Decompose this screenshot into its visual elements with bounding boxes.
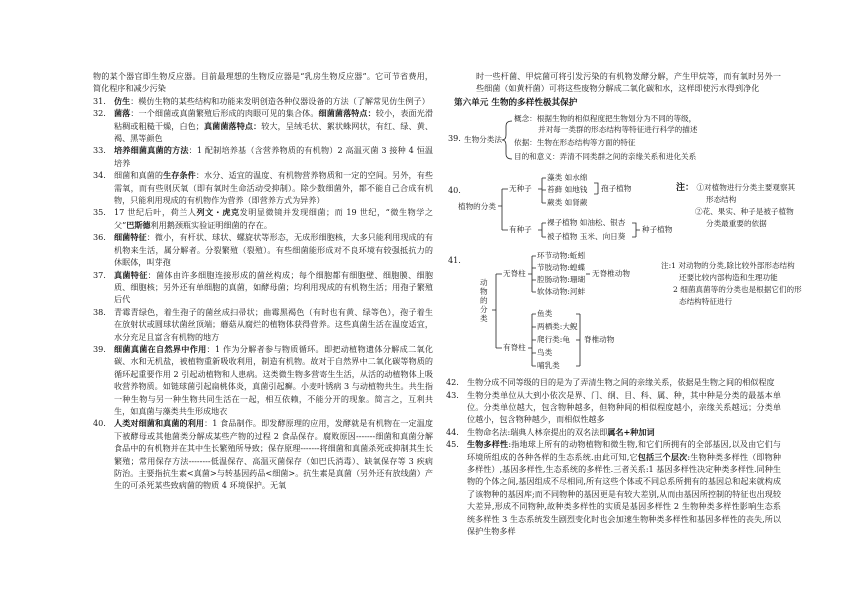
diagram-node: 环节动物:蚯蚓 — [537, 251, 586, 261]
diagram-node: 藻类 如水绵 — [547, 173, 588, 183]
item-number: 43. — [446, 389, 459, 400]
diagram-node: 腔肠动物:珊瑚 — [537, 275, 586, 285]
diagram-node: 两栖类:大鲵 — [537, 322, 578, 332]
item-number: 36. — [93, 232, 106, 243]
item-42 — [446, 376, 781, 388]
item-number: 39. — [448, 133, 461, 144]
item-term: 真菌菌落特点： — [203, 120, 262, 131]
diagram-node: 无脊柱 — [503, 269, 526, 279]
item-text: 较大，呈绒毛状、絮状蛛网状，有红、绿、黄、褐、黑等颜色 — [114, 120, 433, 144]
item-34 — [93, 169, 433, 206]
diagram-node: 鸟类 — [537, 348, 553, 358]
diagram-node: 并对每一类群的形态结构等特征进行科学的描述 — [538, 125, 698, 135]
item-40 — [93, 417, 433, 491]
item-term: 人类对细菌和真菌的利用 — [114, 418, 205, 429]
diagram-node: 哺乳类 — [537, 361, 560, 371]
item-text: ：微小，有杆状、球状、螺旋状等形态，无成形细胞核，大多只能利用现成的有机物来生活，属分解者。分裂繁殖（裂殖）。有些细菌能形成对不良环境有较强抵抗力的休眠体，叫芽孢 — [114, 232, 433, 268]
item-term: 列文・虎克 — [196, 207, 240, 218]
item-term: 仿生 — [114, 95, 131, 106]
item-number: 37. — [93, 269, 106, 280]
diagram-root: 生物分类法 — [464, 135, 502, 145]
item-number: 32. — [93, 108, 106, 119]
note-text: 花、果实、种子是被子植物 — [702, 207, 794, 217]
note-mark: ① — [696, 183, 705, 193]
diagram-node: 无脊椎动物 — [592, 269, 630, 279]
item-term: 细菌特征 — [114, 232, 147, 243]
item-37 — [93, 269, 433, 306]
diagram-node: 脊椎动物 — [584, 335, 615, 345]
diagram-node: 苔藓 如地钱 — [547, 185, 588, 195]
note-mark: ② — [695, 207, 703, 217]
diagram-node: 目的和意义：弄清不同类群之间的亲缘关系和进化关系 — [514, 152, 697, 162]
item-text: ：菌体由许多细胞连接形成的菌丝构成；每个细胞都有细胞壁、细胞膜、细胞质、细胞核；另外还有单细胞的真菌，如酵母菌；均利用现成的有机物生活；用孢子繁殖后代 — [114, 269, 433, 305]
item-number: 44. — [446, 426, 459, 437]
classification-method-diagram — [446, 112, 781, 168]
diagram-root: 植物的分类 — [458, 202, 496, 212]
item-33 — [93, 144, 433, 169]
diagram-node: 依据：生物在形态结构等方面的特征 — [514, 138, 636, 148]
diagram-node: 蕨类 如肾蕨 — [547, 198, 588, 208]
item-number: 41. — [448, 255, 461, 266]
item-term: 生存条件 — [163, 170, 196, 181]
item-number: 38. — [93, 306, 106, 317]
item-text: ：模仿生物的某些结构和功能来发明创造各种仪器设备的方法（了解常见仿生例子） — [130, 95, 430, 106]
item-43 — [446, 389, 781, 426]
note-text: 分类最重要的依据 — [706, 219, 767, 229]
animal-classification-diagram — [446, 251, 802, 371]
note-text: 还要比较内部构造和生理功能 — [679, 273, 778, 283]
item-text: 生物分类单位从大到小依次是界、门、纲、目、科、属、种，其中种是分类的最基本单位。分类单位越大，包含物种越多，但物种间的相似程度越小，亲缘关系越远；分类单位越小，包含物种越少，而相似性越多 — [467, 389, 781, 425]
note-text: 态结构特征进行 — [679, 297, 733, 307]
diagram-node: 种子植物 — [642, 225, 673, 235]
item-text: ：一个细菌或真菌繁殖后形成的肉眼可见的集合体。 — [130, 108, 319, 119]
item-31 — [93, 95, 433, 107]
diagram-node: 裸子植物 如油松、银杏 — [547, 218, 626, 228]
note-text: 1 对动物的分类,除比较外部形态结构 — [671, 261, 795, 271]
item-number: 39. — [93, 343, 106, 354]
item-text: ：1 作为分解者参与物质循环。即把动植物遗体分解成二氧化碳、水和无机盐，被植物重新吸收利用，制造有机物。故对于自然界中二氧化碳等物质的循环起重要作用 2 引起动植物和人患病。这类微生物多营寄生生活，从活的动植物体上吸收营养物质。如链球菌引起扁桃体炎，真菌引起癣。小麦叶锈病 3 与动植物共生。共生指一种生物与另一种生物共同生活在一起，相互依赖，不能分开的现象。简言之，互利共生，如真菌与藻类共生形成地衣 — [114, 343, 433, 416]
item-term: 细菌菌落特点： — [318, 108, 376, 119]
item-number: 34. — [93, 170, 106, 181]
item-text: 生物分成不同等级的目的是为了弄清生物之间的亲缘关系，依据是生物之间的相似程度 — [467, 377, 775, 388]
item-number: 40. — [448, 185, 461, 196]
diagram-node: 有脊柱 — [503, 343, 526, 353]
item-number: 33. — [93, 145, 106, 156]
item-text: ：水分、适宜的温度、有机物营养物质和一定的空间。另外，有些需氧，而有些则厌氧（即有氧时生命活动受抑制）。除少数细菌外，都不能自己合成有机物，只能利用现成的有机物作为营养（即营养方式为异养） — [114, 170, 433, 206]
item-text: 较小，表面光滑粘稠或粗糙干燥，白色； — [114, 108, 433, 131]
note-text: 对植物进行分类主要观察其 — [704, 183, 796, 193]
item-text: ：1 食品制作。即发酵原理的应用，发酵就是有机物在一定温度下被酵母或其他菌类分解成某些产物的过程 2 食品保存。腐败原因-------细菌和真菌分解食品中的有机物并在其中生长繁殖所导致；保存原理-------将细菌和真菌杀死或抑制其生长繁殖；常用保存方法--------低温保存、高温灭菌保存（如巴氏消毒）、缺氧保存等 3 疾病防治。主要指抗生素<真菌>与转基因药品<细菌>。抗生素是真菌（另外还有放线菌）产生的可杀死某些致病菌的物质 4 环境保护。无氧 — [114, 418, 433, 491]
diagram-node: 概念：根据生物的相似程度把生物划分为不同的等级， — [514, 114, 697, 124]
diagram-root: 动物的分类 — [480, 278, 488, 324]
item-text: :指地球上所有的动物植物和微生物,和它们所拥有的全部基因,以及由它们与环境所组成的各种各样的生态系统.由此可知,它 — [467, 439, 781, 462]
note-text: 形态结构 — [706, 195, 737, 205]
item-45 — [446, 438, 781, 537]
item-term: 包括三个层次 — [637, 451, 688, 462]
item-39 — [93, 343, 433, 417]
item-text: 发明显微镜并发现细菌；而 19 世纪，“微生物学之父” — [114, 207, 433, 230]
diagram-node: 孢子植物 — [601, 184, 632, 194]
item-35 — [93, 206, 433, 231]
diagram-node: 软体动物:河蚌 — [537, 287, 586, 297]
item-text: 17 世纪后叶，荷兰人 — [114, 207, 197, 218]
item-38 — [93, 306, 433, 343]
unit-title: 第六单元 生物的多样性极其保护 — [454, 97, 578, 108]
item-number: 42. — [446, 377, 459, 388]
diagram-note — [676, 182, 795, 230]
item-text: 利用鹅颈瓶实验证明细菌的存在。 — [150, 219, 272, 230]
item-number: 35. — [93, 207, 106, 218]
item-term: 真菌特征 — [114, 269, 148, 280]
item-term: 生物多样性 — [467, 439, 509, 450]
item-text: :生物种类多样性（即物种多样性）,基因多样性,生态系统的多样性.三者关系:1 基因多样性决定种类多样性.同种生物的个体之间,基因组成不尽相同,所有这些个体或不同总系所拥有的基因总和起来就构成了该物种的基因库;而不同物种的基因更是有较大差别,从而由基因所控制的特征也出现较大差异,形成不同物种,故种类多样性的实质是基因多样性 2 生物种类多样性影响生态系统多样性 3 生态系统发生剧烈变化时也会加速生物种类多样性和基因多样性的丧失,所以保护生物多样 — [467, 451, 781, 537]
item-term: 细菌真菌在自然界中作用 — [114, 343, 207, 354]
diagram-node: 鱼类 — [537, 309, 553, 319]
diagram-note — [661, 260, 802, 308]
diagram-node: 节肢动物:蝗蝶 — [537, 263, 586, 273]
intro-paragraph: 物的某个器官即生物反应器。目前最理想的生物反应器是“乳房生物反应器”。它可节省费用，简化程序和减少污染 — [93, 71, 433, 94]
item-number: 31. — [93, 95, 106, 106]
item-36 — [93, 231, 433, 268]
right-column — [446, 70, 802, 538]
diagram-node: 被子植物 玉米、向日葵 — [547, 232, 626, 242]
item-text: 生物命名法:瑞典人林奈提出的双名法即 — [467, 426, 608, 437]
note-title: 注： — [676, 183, 695, 194]
item-number: 45. — [446, 439, 459, 450]
note-title: 注: — [661, 261, 672, 271]
item-text: ：1 配制培养基（含营养物质的有机物）2 高温灭菌 3 接种 4 恒温培养 — [114, 145, 433, 168]
item-term: 菌落 — [114, 108, 131, 119]
item-44 — [446, 426, 781, 438]
item-term: 巴斯德 — [126, 219, 151, 230]
plant-classification-diagram — [446, 172, 796, 250]
diagram-node: 无种子 — [509, 184, 532, 194]
item-32 — [93, 107, 433, 144]
left-column — [93, 70, 433, 492]
item-text: 细菌和真菌的 — [114, 170, 164, 181]
diagram-node: 有种子 — [509, 225, 532, 235]
diagram-node: 爬行类:龟 — [537, 335, 570, 345]
item-number: 40. — [93, 418, 106, 429]
note-text: 2 细菌真菌等的分类也是根据它们的形 — [673, 285, 802, 295]
continued-paragraph: 时一些杆菌、甲烷菌可将引发污染的有机物发酵分解，产生甲烷等，而有氧时另外一些细菌（如黄杆菌）可将这些废物分解成二氧化碳和水，这样即使污水得到净化 — [476, 71, 781, 94]
item-term: 属名+种加词 — [607, 426, 655, 437]
item-text: 青霉青绿色，着生孢子的菌丝成扫帚状；曲霉黑褐色（有时也有黄、绿等色），孢子着生在放射状或圆球状菌丝顶端；蘑菇从腐烂的植物体获得营养。这些真菌生活在温度适宜，水分充足且富含有机物的地方 — [114, 306, 433, 342]
item-term: 培养细菌真菌的方法 — [114, 145, 189, 156]
